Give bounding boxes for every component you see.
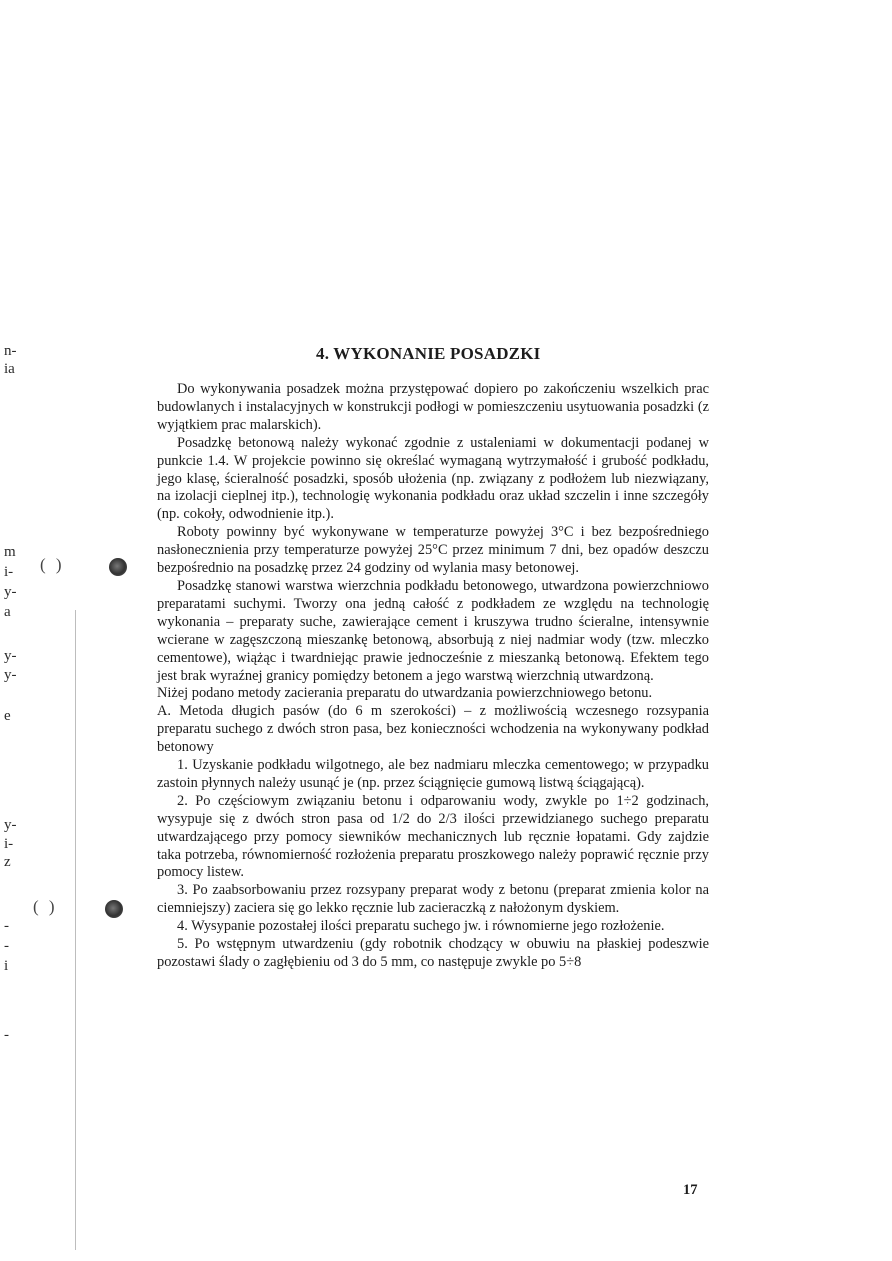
margin-fragment: - <box>4 1027 9 1043</box>
margin-fragment: y- <box>4 667 17 683</box>
paragraph: 1. Uzyskanie podkładu wilgotnego, ale bez nadmiaru mleczka cementowego; w przypadku zastoin płynnych należy usunąć je (np. przez ściągnięcie gumową listwą ściągającą). <box>157 757 709 791</box>
paragraph: 3. Po zaabsorbowaniu przez rozsypany preparat wody z betonu (preparat zmienia kolor na ciemniejszy) zaciera się go lekko ręcznie lub zacieraczką z nałożonym dyskiem. <box>157 882 709 917</box>
binder-bracket-mark: ( ) <box>40 555 65 574</box>
paragraph: Do wykonywania posadzek można przystępować dopiero po zakończeniu wszelkich prac budowlanych i instalacyjnych w konstrukcji podłogi w pomieszczeniu usytuowania posadzki (z wyjątkiem prac malarskich). <box>157 381 709 433</box>
paragraph: 4. Wysypanie pozostałej ilości preparatu suchego jw. i równomierne jego rozłożenie. <box>177 918 665 935</box>
margin-fragment: m <box>4 544 16 560</box>
paragraph: 5. Po wstępnym utwardzeniu (gdy robotnik chodzący w obuwiu na płaskiej podeszwie pozostawi ślady o zagłębieniu od 3 do 5 mm, co następuje zwykle po 5÷8 <box>157 936 709 970</box>
paragraph: 2. Po częściowym związaniu betonu i odparowaniu wody, zwykle po 1÷2 godzinach, wysypuje się z dwóch stron pasa od 1/2 do 2/3 ilości przewidzianego suchego preparatu utwardzającego przy pomocy siewników mechanicznych lub ręcznie łopatami. Gdy zajdzie taka potrzeba, równomierność rozłożenia preparatu proszkowego należy poprawić ręcznie przy pomocy listew. <box>157 792 709 881</box>
paragraph: Posadzkę stanowi warstwa wierzchnia podkładu betonowego, utwardzona powierzchniowo preparatami suchymi. Tworzy ona jedną całość z podkładem ze względu na technologię wykonania – preparaty suche, zawierające cement i kruszywa trudno ścieralne, intensywnie wcierane w zagęszczoną mieszankę betonową, absorbują z niej nadmiar wody (tzw. mleczko cementowe), wiążąc i twardniejąc prawie jednocześnie z mieszanką betonową. Efektem tego jest brak wyraźnej granicy pomiędzy betonem a jego warstwą wierzchnią utwardzoną. <box>157 577 709 684</box>
paragraph: A. Metoda długich pasów (do 6 m szerokości) – z możliwością wczesnego rozsypania preparatu suchego z dwóch stron pasa, bez konieczności wchodzenia na wykonywany podkład betonowy <box>157 703 709 756</box>
margin-fragment: - <box>4 938 9 954</box>
margin-fragment: n- <box>4 343 17 359</box>
paragraph: Roboty powinny być wykonywane w temperaturze powyżej 3°C i bez bezpośredniego nasłonecznienia przy temperaturze powyżej 25°C przez minimum 7 dni, bez opadów deszczu bezpośrednio na posadzkę przez 24 godziny od wylania masy betonowej. <box>157 524 709 577</box>
paragraph: Niżej podano metody zacierania preparatu do utwardzania powierzchniowego betonu. <box>157 685 653 702</box>
margin-fragment: - <box>4 918 9 934</box>
page-number: 17 <box>683 1182 698 1198</box>
margin-fragment: e <box>4 708 11 724</box>
body-text <box>157 381 709 972</box>
margin-fragment: y- <box>4 584 17 600</box>
margin-fragment: i <box>4 958 9 974</box>
margin-fragment: i- <box>4 836 14 852</box>
scan-gutter-line <box>75 610 76 1250</box>
section-title: 4. WYKONANIE POSADZKI <box>316 344 541 363</box>
binder-bracket-mark: ( ) <box>33 897 58 916</box>
margin-fragment: a <box>4 604 11 620</box>
margin-fragment: y- <box>4 648 17 664</box>
margin-fragment: y- <box>4 817 17 833</box>
margin-fragment: ia <box>4 361 15 377</box>
punch-hole-icon <box>109 558 127 576</box>
paragraph: Posadzkę betonową należy wykonać zgodnie z ustaleniami w dokumentacji podanej w punkcie 1.4. W projekcie powinno się określać wymaganą wytrzymałość i grubość podkładu, jego klasę, ścieralność posadzki, sposób ułożenia (np. związany z podłożem lub niezwiązany, na izolacji cieplnej itp.), technologię wykonania podkładu oraz układ szczelin i inne szczegóły (np. cokoły, odwodnienie itp.). <box>157 434 709 523</box>
margin-fragment: z <box>4 854 11 870</box>
margin-fragment: i- <box>4 564 14 580</box>
punch-hole-icon <box>105 900 123 918</box>
